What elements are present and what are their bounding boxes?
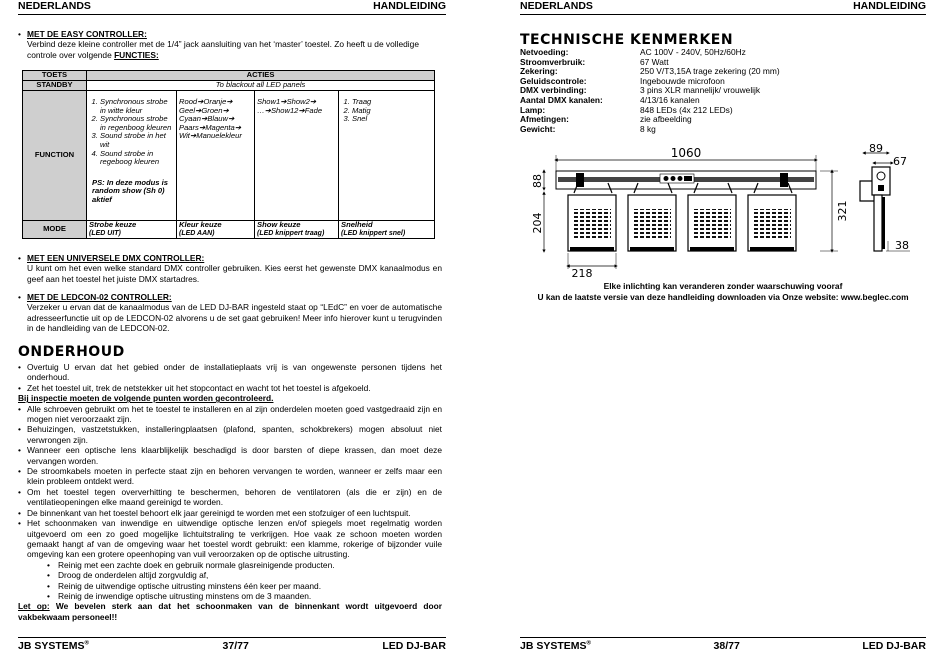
- led-panel: [748, 183, 796, 251]
- mode-title: Strobe keuze: [89, 220, 137, 229]
- dim-total-height-321: 321: [836, 200, 849, 222]
- brand-name: JB SYSTEMS: [520, 640, 587, 652]
- registered-mark: ®: [84, 640, 89, 647]
- dmx-title: MET EEN UNIVERSELE DMX CONTROLLER:: [27, 253, 205, 263]
- function-cell-strobe: [87, 91, 177, 221]
- speed-option: 3. Snel: [352, 115, 432, 124]
- inspection-bullet: • Alle schroeven gebruikt om het te toestel te installeren en al zijn onderdelen moeten goed vastgedraaid zijn en mogen niet veroorzaakt zijn.: [18, 404, 442, 425]
- footer-page-number: 37/77: [222, 640, 249, 652]
- spec-row: [520, 106, 926, 116]
- footer-product: LED DJ-BAR: [382, 640, 446, 652]
- header-title: HANDLEIDING: [373, 0, 446, 12]
- specs-title: TECHNISCHE KENMERKEN: [520, 32, 734, 48]
- header-title: HANDLEIDING: [853, 0, 926, 12]
- mode-title: Kleur keuze: [179, 220, 222, 229]
- change-notice: Elke inlichting kan veranderen zonder waarschuwing vooraf: [603, 281, 843, 291]
- spec-value: AC 100V - 240V, 50Hz/60Hz: [640, 47, 746, 57]
- dim-panel-height-204: 204: [531, 212, 544, 234]
- dmx-text: U kunt om het even welke standard DMX controller gebruiken. Kies eerst het gewenste DMX kanaalmodus en geef aan het toestel het juiste DMX startadres.: [27, 263, 442, 284]
- cleaning-bullet: • Reinig de uitwendige optische uitrusting minstens één keer per maand.: [18, 581, 442, 591]
- maintenance-bullet: • Zet het toestel uit, trek de netstekker uit het stopcontact en wacht tot het toestel is afgekoeld.: [18, 383, 442, 393]
- show-line: Show1➔Show2➔: [257, 97, 317, 106]
- spec-value: 848 LEDs (4x 212 LEDs): [640, 104, 733, 115]
- strobe-option: 3. Sound strobe in het wit: [100, 132, 174, 149]
- inspection-bullet: • Behuizingen, vastzetstukken, installeringplaatsen (plafond, spanten, schokbrekers) mogen absoluut niet verwrongen zijn.: [18, 424, 442, 445]
- spec-key: Stroomverbruik:: [520, 56, 586, 67]
- spec-key: Gewicht:: [520, 123, 556, 134]
- mode-cell: [177, 221, 255, 239]
- led-panel: [628, 183, 676, 251]
- easy-controller-section: [18, 29, 446, 60]
- page-footer: [18, 637, 446, 652]
- dim-side-width-89: 89: [869, 143, 883, 155]
- header-language: NEDERLANDS: [18, 0, 91, 12]
- inspection-bullet: • Het schoonmaken van inwendige en uitwendige optische lenzen en/of spiegels moet regelmatig worden uitgevoerd om een zo goed mogelijke lichtuitstraling te verkrijgen. Hoe vaak ze schoon moeten worden gemaakt hangt af van de omgeving waar het toestel wordt gebruikt: een klamme, rokerige of bijzonder vuile omgeving kan een grotere opeenhoping van vuil veroorzaken op de optische uitrusting.: [18, 518, 442, 560]
- inspection-bullet: • Wanneer een optische lens klaarblijkelijk beschadigd is door barsten of diepe krassen, dan moet deze vervangen worden.: [18, 445, 442, 466]
- strobe-option: 2. Synchronous strobe in regenboog kleuren: [100, 115, 174, 132]
- spec-key: DMX verbinding:: [520, 85, 587, 96]
- inspection-title: Bij inspectie moeten de volgende punten worden gecontroleerd.: [18, 393, 274, 404]
- function-cell-color: [177, 91, 255, 221]
- show-line: …➔Show12➔Fade: [257, 105, 323, 115]
- speed-option: 1. Traag: [352, 98, 432, 107]
- spec-value: Ingebouwde microfoon: [640, 75, 725, 86]
- standby-text: To blackout all LED panels: [87, 81, 435, 91]
- dmx-section: [18, 253, 442, 284]
- strobe-option: 1. Synchronous strobe in witte kleur: [100, 98, 174, 115]
- mode-sub: (LED knippert traag): [257, 229, 325, 237]
- color-line: Wit➔Manuelekleur: [179, 131, 242, 141]
- color-line: Rood➔Oranje➔: [179, 97, 233, 106]
- footer-page-number: 38/77: [713, 640, 740, 652]
- color-line: Geel➔Groen➔: [179, 105, 229, 115]
- ledcon-text: Verzeker u ervan dat de kanaalmodus van de LED DJ-BAR ingesteld staat op “LEdC” en voer de automatische adresseerfunctie uit op de LEDCON-02 alvorens u de set gaat gebruiken! Meer info hierover kunt u terugvinden in de handleiding van de LEDCON-02.: [27, 302, 442, 334]
- inspection-bullet: • Om het toestel tegen oververhitting te beschermen, behoren de ventilatoren (als die er zijn) en de ventilatieopeningen elke maand gereinigd te worden.: [18, 487, 442, 508]
- notes-section: [520, 281, 926, 302]
- spec-value: 8 kg: [640, 123, 656, 134]
- inspection-bullet: • De stroomkabels moeten in perfecte staat zijn en behoren vervangen te worden, wanneer er zelfs maar een klein probleem ontdekt werd.: [18, 466, 442, 487]
- maintenance-bullet: • Overtuig U ervan dat het gebied onder de installatieplaats vrij is van ongewenste personen tijdens het onderhoud.: [18, 362, 442, 383]
- ledcon-section: [18, 292, 442, 334]
- spec-key: Zekering:: [520, 66, 558, 77]
- spec-value: 250 V/T3,15A trage zekering (20 mm): [640, 66, 780, 77]
- controller-table: [22, 70, 435, 239]
- download-notice: U kan de laatste versie van deze handleiding downloaden via Onze website: www.beglec.com: [537, 291, 909, 302]
- mode-cell: [87, 221, 177, 239]
- spec-key: Afmetingen:: [520, 114, 569, 125]
- speed-option: 2. Matig: [352, 107, 432, 116]
- mode-sub: (LED AAN): [179, 229, 215, 237]
- cleaning-bullet: • Reinig de inwendige optische uitrusting minstens om de 3 maanden.: [18, 591, 442, 601]
- spec-key: Lamp:: [520, 104, 546, 115]
- dim-bar-height-88: 88: [531, 174, 544, 188]
- maintenance-note: [18, 601, 442, 622]
- color-line: Paars➔Magenta➔: [179, 122, 242, 132]
- footer-brand: [18, 640, 89, 652]
- function-cell-speed: [339, 91, 435, 221]
- brand-name: JB SYSTEMS: [18, 640, 85, 652]
- spec-value: 4/13/16 kanalen: [640, 94, 700, 105]
- cleaning-bullet: • Droog de onderdelen altijd zorgvuldig af,: [18, 570, 442, 580]
- ledcon-title: MET DE LEDCON-02 CONTROLLER:: [27, 292, 172, 302]
- page-header: [18, 0, 446, 15]
- inspection-bullet: • De binnenkant van het toestel behoort elk jaar gereinigd te worden met een stofzuiger of een luchtspuit.: [18, 508, 442, 518]
- left-page: [18, 0, 446, 654]
- dim-panel-width-218: 218: [571, 267, 593, 279]
- mode-cell: [255, 221, 339, 239]
- spec-value: zie afbeelding: [640, 114, 692, 125]
- spec-key: Netvoeding:: [520, 47, 569, 57]
- dim-width-1060: 1060: [670, 146, 702, 160]
- specs-list: [520, 48, 926, 134]
- mode-sub: (LED knippert snel): [341, 229, 406, 237]
- maintenance-section: [18, 362, 442, 622]
- page-footer: [520, 637, 926, 652]
- mode-sub: (LED UIT): [89, 229, 121, 237]
- easy-controller-text: Verbind deze kleine controller met de 1/4” jack aansluiting van het ‘master’ toestel. Zo heeft u de volledige controle over volgende: [27, 39, 419, 60]
- color-line: Cyaan➔Blauw➔: [179, 114, 235, 124]
- easy-controller-title: MET DE EASY CONTROLLER:: [27, 29, 147, 39]
- spec-key: Aantal DMX kanalen:: [520, 94, 603, 105]
- footer-brand: [520, 640, 591, 652]
- dim-side-bottom-38: 38: [895, 239, 909, 252]
- led-panel: [568, 183, 616, 251]
- note-label: Let op:: [18, 601, 50, 612]
- mode-label: MODE: [23, 221, 87, 239]
- cleaning-bullet: • Reinig met een zachte doek en gebruik normale glasreinigende producten.: [18, 560, 442, 570]
- spec-row: [520, 125, 926, 135]
- maintenance-title: ONDERHOUD: [18, 344, 125, 360]
- spec-key: Geluidscontrole:: [520, 75, 587, 86]
- function-label: FUNCTION: [23, 91, 87, 221]
- registered-mark: ®: [586, 640, 591, 647]
- right-page: [520, 0, 926, 654]
- mode-cell: [339, 221, 435, 239]
- dimension-drawing: [520, 143, 926, 279]
- col-toets-header: TOETS: [23, 71, 87, 81]
- strobe-option: 4. Sound strobe in regeboog kleuren: [100, 150, 174, 167]
- col-acties-header: ACTIES: [87, 71, 435, 81]
- page-header: [520, 0, 926, 15]
- ps-note: PS: In deze modus is random show (Sh 0) aktief: [92, 177, 168, 204]
- led-panel: [688, 183, 736, 251]
- dim-side-depth-67: 67: [893, 155, 907, 168]
- footer-product: LED DJ-BAR: [862, 640, 926, 652]
- mode-title: Snelheid: [341, 220, 373, 229]
- mode-title: Show keuze: [257, 220, 301, 229]
- standby-label: STANDBY: [23, 81, 87, 91]
- functions-label: FUNCTIES:: [114, 49, 159, 60]
- spec-row: [520, 115, 926, 125]
- note-text: We bevelen sterk aan dat het schoonmaken van de binnenkant wordt uitgevoerd door vakbekwaam personeel!!: [18, 601, 443, 622]
- header-language: NEDERLANDS: [520, 0, 593, 12]
- function-cell-show: [255, 91, 339, 221]
- spec-value: 3 pins XLR mannelijk/ vrouwelijk: [640, 85, 761, 96]
- spec-value: 67 Watt: [640, 56, 669, 67]
